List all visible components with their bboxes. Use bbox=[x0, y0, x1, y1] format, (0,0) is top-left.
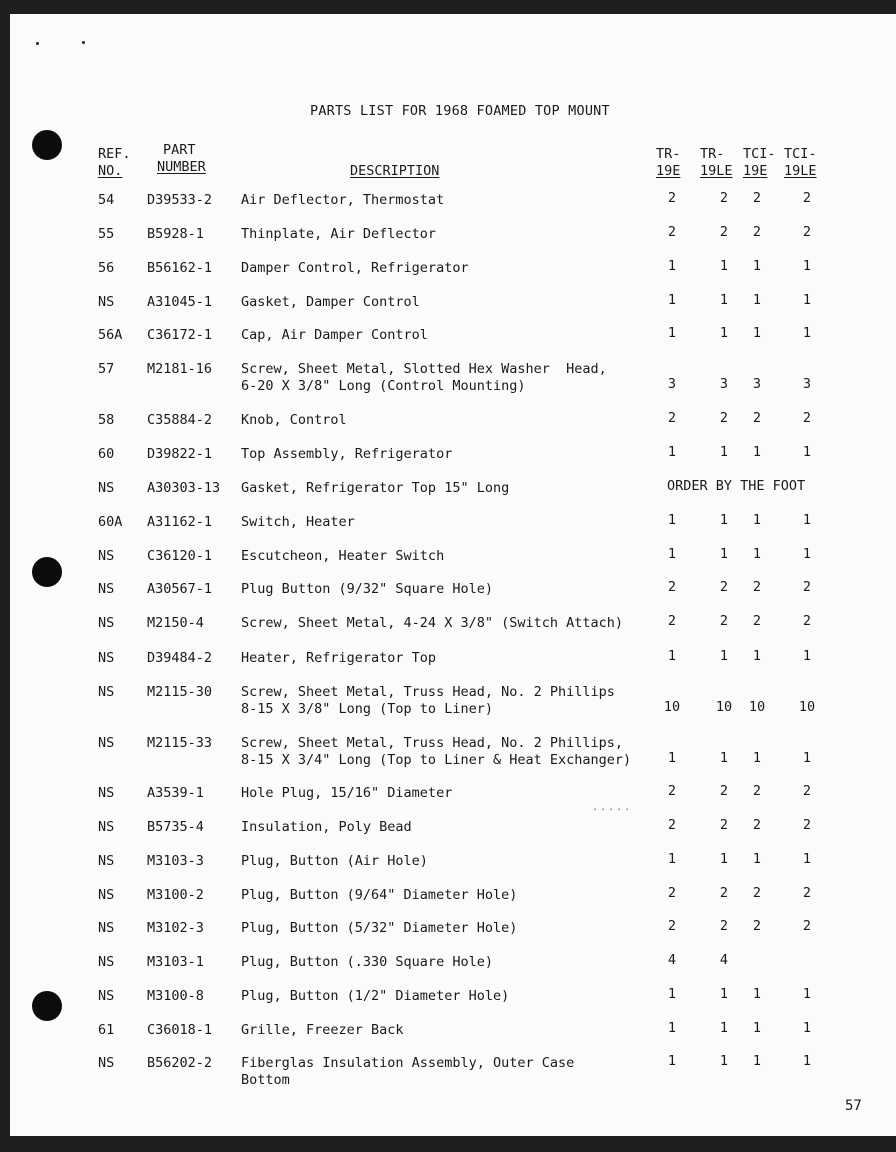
quantity-3: 1 bbox=[752, 750, 762, 766]
ref-number: NS bbox=[98, 480, 115, 496]
quantity-3: 2 bbox=[752, 817, 762, 833]
ref-number: NS bbox=[98, 684, 115, 700]
ref-number: 54 bbox=[98, 192, 115, 208]
quantity-3: 1 bbox=[752, 851, 762, 867]
quantity-2: 2 bbox=[719, 918, 729, 934]
ref-number: NS bbox=[98, 819, 115, 835]
quantity-1: 10 bbox=[663, 699, 681, 715]
quantity-3: 2 bbox=[752, 410, 762, 426]
quantity-2: 2 bbox=[719, 817, 729, 833]
description: Grille, Freezer Back bbox=[241, 1022, 404, 1038]
ref-number: 60 bbox=[98, 446, 115, 462]
description: Gasket, Damper Control bbox=[241, 294, 420, 310]
binder-hole bbox=[32, 557, 62, 587]
quantity-3: 10 bbox=[748, 699, 766, 715]
quantity-3: 1 bbox=[752, 1053, 762, 1069]
quantity-1: 3 bbox=[667, 376, 677, 392]
part-number: B56202-2 bbox=[147, 1055, 213, 1071]
description: Thinplate, Air Deflector bbox=[241, 226, 437, 242]
description: Plug Button (9/32" Square Hole) bbox=[241, 581, 493, 597]
description: Plug, Button (1/2" Diameter Hole) bbox=[241, 988, 510, 1004]
quantity-1: 2 bbox=[667, 613, 677, 629]
quantity-2: 1 bbox=[719, 1020, 729, 1036]
header-ref-line1: REF. bbox=[98, 146, 131, 162]
header-part-line1: PART bbox=[163, 142, 196, 158]
quantity-2: 2 bbox=[719, 885, 729, 901]
quantity-1: 1 bbox=[667, 648, 677, 664]
page-number: 57 bbox=[845, 1098, 862, 1114]
quantity-4: 1 bbox=[802, 750, 812, 766]
ref-number: NS bbox=[98, 887, 115, 903]
quantity-3: 1 bbox=[752, 1020, 762, 1036]
quantity-1: 2 bbox=[667, 783, 677, 799]
quantity-3: 2 bbox=[752, 918, 762, 934]
quantity-1: 2 bbox=[667, 224, 677, 240]
quantity-1: 4 bbox=[667, 952, 677, 968]
speck bbox=[36, 42, 39, 45]
ref-number: 55 bbox=[98, 226, 115, 242]
quantity-1: 1 bbox=[667, 1020, 677, 1036]
part-number: M2181-16 bbox=[147, 361, 213, 377]
quantity-2: 4 bbox=[719, 952, 729, 968]
header-model-3 bbox=[743, 146, 776, 180]
quantity-3: 2 bbox=[752, 224, 762, 240]
part-number: B56162-1 bbox=[147, 260, 213, 276]
quantity-1: 2 bbox=[667, 579, 677, 595]
quantity-3: 1 bbox=[752, 648, 762, 664]
header-model-1-line2: 19E bbox=[656, 163, 681, 179]
quantity-3: 1 bbox=[752, 292, 762, 308]
quantity-3: 1 bbox=[752, 512, 762, 528]
quantity-1: 1 bbox=[667, 444, 677, 460]
quantity-3: 2 bbox=[752, 885, 762, 901]
part-number: M2150-4 bbox=[147, 615, 204, 631]
quantity-3: 2 bbox=[752, 613, 762, 629]
quantity-2: 2 bbox=[719, 190, 729, 206]
description: Cap, Air Damper Control bbox=[241, 327, 428, 343]
part-number: A30567-1 bbox=[147, 581, 213, 597]
quantity-1: 1 bbox=[667, 1053, 677, 1069]
part-number: D39822-1 bbox=[147, 446, 213, 462]
quantity-1: 1 bbox=[667, 292, 677, 308]
header-model-2-line1: TR- bbox=[700, 146, 725, 162]
quantity-1: 1 bbox=[667, 325, 677, 341]
quantity-2: 1 bbox=[719, 292, 729, 308]
ref-number: NS bbox=[98, 581, 115, 597]
quantity-4: 2 bbox=[802, 885, 812, 901]
quantity-1: 2 bbox=[667, 410, 677, 426]
part-number: A30303-13 bbox=[147, 480, 221, 496]
quantity-4: 1 bbox=[802, 292, 812, 308]
ref-number: NS bbox=[98, 920, 115, 936]
ref-number: 57 bbox=[98, 361, 115, 377]
part-number: M3100-2 bbox=[147, 887, 204, 903]
quantity-2: 1 bbox=[719, 986, 729, 1002]
ref-number: NS bbox=[98, 615, 115, 631]
header-model-1 bbox=[656, 146, 680, 180]
quantity-2: 1 bbox=[719, 851, 729, 867]
quantity-1: 1 bbox=[667, 986, 677, 1002]
part-number: A31045-1 bbox=[147, 294, 213, 310]
description: Escutcheon, Heater Switch bbox=[241, 548, 445, 564]
part-number: B5928-1 bbox=[147, 226, 204, 242]
quantity-4: 3 bbox=[802, 376, 812, 392]
description: Plug, Button (5/32" Diameter Hole) bbox=[241, 920, 518, 936]
description: Air Deflector, Thermostat bbox=[241, 192, 445, 208]
ref-number: NS bbox=[98, 1055, 115, 1071]
description: Heater, Refrigerator Top bbox=[241, 650, 437, 666]
quantity-3: 2 bbox=[752, 783, 762, 799]
quantity-2: 1 bbox=[719, 648, 729, 664]
ref-number: 60A bbox=[98, 514, 123, 530]
quantity-4: 1 bbox=[802, 512, 812, 528]
header-ref-line2: NO. bbox=[98, 163, 123, 179]
quantity-4: 2 bbox=[802, 817, 812, 833]
quantity-4: 2 bbox=[802, 224, 812, 240]
quantity-2: 1 bbox=[719, 512, 729, 528]
page-title: PARTS LIST FOR 1968 FOAMED TOP MOUNT bbox=[310, 103, 610, 119]
description: Plug, Button (.330 Square Hole) bbox=[241, 954, 493, 970]
header-model-2-line2: 19LE bbox=[700, 163, 733, 179]
quantity-4: 2 bbox=[802, 410, 812, 426]
description: Fiberglas Insulation Assembly, Outer Case Bottom bbox=[241, 1055, 575, 1088]
binder-hole bbox=[32, 130, 62, 160]
quantity-3: 1 bbox=[752, 258, 762, 274]
quantity-4: 1 bbox=[802, 546, 812, 562]
header-model-4-line2: 19LE bbox=[784, 163, 817, 179]
part-number: D39484-2 bbox=[147, 650, 213, 666]
part-number: M3103-1 bbox=[147, 954, 204, 970]
quantity-2: 2 bbox=[719, 579, 729, 595]
ref-number: 58 bbox=[98, 412, 115, 428]
header-part-line2: NUMBER bbox=[157, 159, 206, 175]
quantity-2: 1 bbox=[719, 1053, 729, 1069]
quantity-3: 1 bbox=[752, 986, 762, 1002]
quantity-4: 2 bbox=[802, 918, 812, 934]
quantity-4: 2 bbox=[802, 613, 812, 629]
part-number: M2115-30 bbox=[147, 684, 213, 700]
ref-number: 61 bbox=[98, 1022, 115, 1038]
quantity-2: 2 bbox=[719, 613, 729, 629]
description: Plug, Button (9/64" Diameter Hole) bbox=[241, 887, 518, 903]
ref-number: 56 bbox=[98, 260, 115, 276]
quantity-4: 1 bbox=[802, 1020, 812, 1036]
ref-number: NS bbox=[98, 548, 115, 564]
part-number: M3102-3 bbox=[147, 920, 204, 936]
leader-dots: ..... bbox=[592, 802, 633, 813]
part-number: A3539-1 bbox=[147, 785, 204, 801]
quantity-3: 2 bbox=[752, 190, 762, 206]
quantity-4: 1 bbox=[802, 444, 812, 460]
quantity-1: 2 bbox=[667, 190, 677, 206]
binder-hole bbox=[32, 991, 62, 1021]
quantity-1: 1 bbox=[667, 512, 677, 528]
quantity-1: 2 bbox=[667, 885, 677, 901]
quantity-4: 1 bbox=[802, 851, 812, 867]
header-description: DESCRIPTION bbox=[350, 163, 440, 179]
description: Gasket, Refrigerator Top 15" Long bbox=[241, 480, 510, 496]
header-part bbox=[157, 142, 206, 176]
quantity-4: 1 bbox=[802, 1053, 812, 1069]
quantity-4: 1 bbox=[802, 258, 812, 274]
header-model-1-line1: TR- bbox=[656, 146, 681, 162]
quantity-2: 1 bbox=[719, 750, 729, 766]
header-ref bbox=[98, 146, 131, 180]
quantity-4: 1 bbox=[802, 648, 812, 664]
quantity-4: 1 bbox=[802, 325, 812, 341]
description: Screw, Sheet Metal, Slotted Hex Washer Head, 6-20 X 3/8" Long (Control Mounting) bbox=[241, 361, 607, 394]
header-model-2 bbox=[700, 146, 733, 180]
header-model-3-line2: 19E bbox=[743, 163, 768, 179]
order-note: ORDER BY THE FOOT bbox=[667, 478, 806, 494]
description: Hole Plug, 15/16" Diameter bbox=[241, 785, 453, 801]
quantity-4: 1 bbox=[802, 986, 812, 1002]
speck bbox=[82, 41, 85, 44]
quantity-2: 1 bbox=[719, 444, 729, 460]
ref-number: NS bbox=[98, 988, 115, 1004]
header-model-4-line1: TCI- bbox=[784, 146, 817, 162]
part-number: C36018-1 bbox=[147, 1022, 213, 1038]
quantity-4: 2 bbox=[802, 783, 812, 799]
quantity-2: 1 bbox=[719, 258, 729, 274]
quantity-2: 3 bbox=[719, 376, 729, 392]
quantity-1: 1 bbox=[667, 851, 677, 867]
quantity-2: 1 bbox=[719, 325, 729, 341]
quantity-4: 10 bbox=[798, 699, 816, 715]
quantity-1: 2 bbox=[667, 817, 677, 833]
part-number: M2115-33 bbox=[147, 735, 213, 751]
part-number: A31162-1 bbox=[147, 514, 213, 530]
description: Top Assembly, Refrigerator bbox=[241, 446, 453, 462]
description: Insulation, Poly Bead bbox=[241, 819, 412, 835]
quantity-4: 2 bbox=[802, 190, 812, 206]
part-number: C36120-1 bbox=[147, 548, 213, 564]
quantity-2: 10 bbox=[715, 699, 733, 715]
quantity-1: 1 bbox=[667, 546, 677, 562]
quantity-2: 2 bbox=[719, 783, 729, 799]
quantity-1: 2 bbox=[667, 918, 677, 934]
quantity-3: 3 bbox=[752, 376, 762, 392]
description: Damper Control, Refrigerator bbox=[241, 260, 469, 276]
description: Knob, Control bbox=[241, 412, 347, 428]
quantity-2: 2 bbox=[719, 224, 729, 240]
ref-number: NS bbox=[98, 650, 115, 666]
quantity-2: 1 bbox=[719, 546, 729, 562]
description: Plug, Button (Air Hole) bbox=[241, 853, 428, 869]
quantity-3: 1 bbox=[752, 444, 762, 460]
ref-number: NS bbox=[98, 735, 115, 751]
document-page bbox=[10, 14, 896, 1136]
part-number: D39533-2 bbox=[147, 192, 213, 208]
description: Screw, Sheet Metal, Truss Head, No. 2 Phillips, 8-15 X 3/4" Long (Top to Liner & Heat Exchanger) bbox=[241, 735, 632, 768]
part-number: B5735-4 bbox=[147, 819, 204, 835]
part-number: C36172-1 bbox=[147, 327, 213, 343]
ref-number: NS bbox=[98, 294, 115, 310]
ref-number: NS bbox=[98, 785, 115, 801]
part-number: C35884-2 bbox=[147, 412, 213, 428]
part-number: M3100-8 bbox=[147, 988, 204, 1004]
header-model-3-line1: TCI- bbox=[743, 146, 776, 162]
part-number: M3103-3 bbox=[147, 853, 204, 869]
quantity-1: 1 bbox=[667, 258, 677, 274]
ref-number: 56A bbox=[98, 327, 123, 343]
quantity-4: 2 bbox=[802, 579, 812, 595]
quantity-3: 1 bbox=[752, 546, 762, 562]
ref-number: NS bbox=[98, 954, 115, 970]
description: Screw, Sheet Metal, 4-24 X 3/8" (Switch Attach) bbox=[241, 615, 624, 631]
ref-number: NS bbox=[98, 853, 115, 869]
quantity-2: 2 bbox=[719, 410, 729, 426]
quantity-3: 2 bbox=[752, 579, 762, 595]
quantity-1: 1 bbox=[667, 750, 677, 766]
description: Switch, Heater bbox=[241, 514, 355, 530]
description: Screw, Sheet Metal, Truss Head, No. 2 Phillips 8-15 X 3/8" Long (Top to Liner) bbox=[241, 684, 615, 717]
header-model-4 bbox=[784, 146, 817, 180]
quantity-3: 1 bbox=[752, 325, 762, 341]
